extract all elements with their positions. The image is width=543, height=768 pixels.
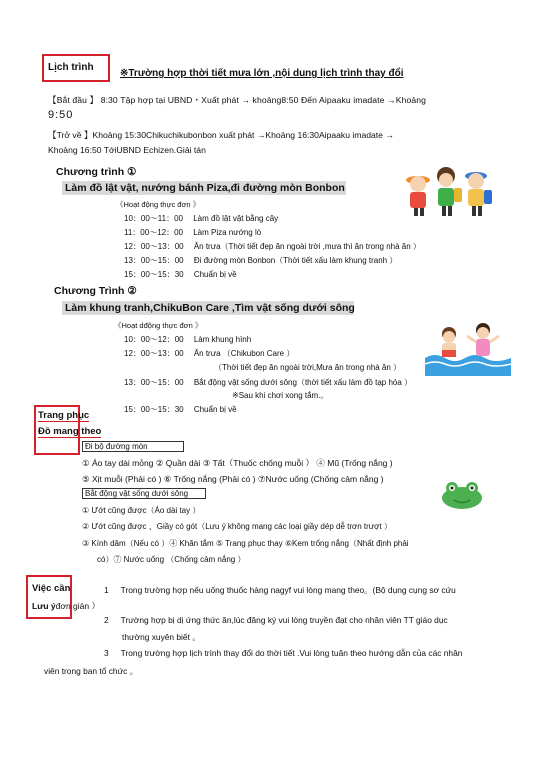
- program2-row: [124, 348, 294, 359]
- row-time: 15：00～15：30: [124, 405, 184, 414]
- page-title: Lịch trình: [48, 62, 94, 73]
- row-time: 12：00～13：00: [124, 242, 184, 251]
- row-text: Ăn trưa （Chikubon Care ）: [193, 349, 295, 358]
- row-text: Chuẩn bị về: [193, 405, 237, 414]
- program2-title: Làm khung tranh,ChikuBon Care ,Tìm vật sống dưới sông: [62, 301, 354, 315]
- program1-row: [124, 227, 261, 238]
- weather-notice: ※Trường hợp thời tiết mưa lớn ,nội dung lịch trình thay đổi: [120, 68, 404, 79]
- row-text: Ăn trưa（Thời tiết đẹp ăn ngoài trời ,mưa thì ăn trong nhà ăn ）: [193, 242, 421, 251]
- row-time: 13：00～15：00: [124, 256, 184, 265]
- note-item-2: [104, 615, 448, 625]
- row-time: 15：00～15：30: [124, 270, 184, 279]
- frog-illustration: [440, 478, 484, 512]
- program1-row: [124, 213, 278, 224]
- program2-label: Chương Trình ②: [54, 285, 137, 297]
- row-text: Bắt động vật sống dưới sông（thời tiết xấu làm đồ tạp hóa ）: [193, 378, 413, 387]
- row-text: Làm khung hình: [193, 335, 252, 344]
- hiking-group-label: Đi bộ đường mòn: [82, 441, 184, 452]
- program1-title: Làm đồ lật vật, nướng bánh Piza,đi đường mòn Bonbon: [62, 181, 346, 195]
- river-items-line: có）⑦ Nước uống （Chống cảm nắng ）: [97, 555, 246, 564]
- program1-row: [124, 269, 237, 280]
- program2-row: [124, 377, 412, 388]
- note-number: 1: [104, 585, 109, 595]
- program1-subheader: 《Hoạt động thực đơn 》: [116, 200, 201, 209]
- note-number: 3: [104, 648, 109, 658]
- clothing-label-1: Trang phục: [38, 410, 90, 421]
- program2-row: [232, 390, 328, 401]
- start-line-1: 【Bắt đầu 】 8:30 Tập hợp tại UBND・Xuất phát → khoảng8:50 Đến Aipaaku imadate →Khoảng: [48, 95, 426, 105]
- kids-swimming-illustration: [425, 318, 511, 376]
- row-time: 13：00～15：00: [124, 378, 184, 387]
- river-items-line: ③ Kính dâm（Nếu có ）④ Khăn tắm ⑤ Trang phục thay ⑥Kem trống nắng（Nhất định phải: [82, 539, 409, 548]
- note-text: Trường hợp bị dị ứng thức ăn,lúc đăng ký vui lòng truyền đạt cho nhân viên TT giáo dục: [120, 615, 448, 625]
- note-item-2-cont: thường xuyên biết 。: [122, 632, 201, 642]
- note-item-1: [104, 584, 456, 596]
- note-text: Trong trường hợp nếu uống thuốc hàng nagyf vui lòng mang theo。(Bộ dụng cụng sơ cứu: [120, 585, 456, 595]
- notes-label-2-suffix: đơn giản ）: [55, 601, 100, 611]
- return-line-1: 【Trở về 】Khoảng 15:30Chikuchikubonbon xuất phát →Khoảng 16:30Aipaaku imadate →: [48, 130, 394, 140]
- program2-subheader: 《Hoạt dđộng thực đơn 》: [114, 321, 203, 330]
- program2-row: [124, 404, 237, 415]
- row-text: （Thời tiết đẹp ăn ngoài trời,Mưa ăn trong nhà ăn ）: [214, 363, 402, 372]
- note-item-3: [104, 648, 462, 658]
- row-time: 12：00～13：00: [124, 349, 184, 358]
- start-line-2: 9:50: [48, 109, 74, 121]
- row-time: 10：00～11：00: [124, 214, 183, 223]
- row-text: ※Sau khi chơi xong tắm.。: [232, 391, 329, 400]
- row-text: Làm Piza nướng lò: [193, 228, 262, 237]
- notes-label-2-text: Lưu ý: [32, 601, 56, 611]
- program2-row: [124, 334, 251, 345]
- row-text: Làm đồ lật vật bằng cây: [193, 214, 279, 223]
- return-line-2: Khoảng 16:50 TớiUBND Echizen.Giải tán: [48, 145, 206, 155]
- row-text: Đi đường mòn Bonbon（Thời tiết xấu làm khung tranh ）: [193, 256, 398, 265]
- notes-label-1: Việc cần: [32, 583, 71, 594]
- program2-row: [214, 362, 401, 373]
- kids-hiking-illustration: [400, 160, 496, 220]
- notes-label-2: [32, 600, 100, 612]
- river-group-label: Bắt động vật sống dưới sông: [82, 488, 206, 499]
- row-time: 10：00～12：00: [124, 335, 184, 344]
- row-text: Chuẩn bị về: [193, 270, 237, 279]
- clothing-label-2: Đồ mang theo: [38, 426, 102, 437]
- hiking-items-line-2: ⑤ Xịt muỗi (Phải có ) ⑥ Trống nắng (Phải có ) ⑦Nước uống (Chống cảm nắng ): [82, 474, 384, 484]
- program1-label: Chương trình ①: [56, 166, 137, 178]
- hiking-items-line-1: ① Áo tay dài mỏng ② Quần dài ③ Tất（Thuốc chống muỗi ） ④ Mũ (Trống nắng ): [82, 458, 393, 468]
- note-number: 2: [104, 615, 109, 625]
- notes-label-box: [26, 575, 72, 619]
- note-item-3-cont: viên trong ban tổ chức 。: [44, 666, 139, 676]
- note-text: Trong trường hợp lịch trình thay đổi do thời tiết .Vui lòng tuân theo hướng dẫn của các nhân: [120, 648, 463, 658]
- row-time: 11：00～12：00: [124, 228, 183, 237]
- program1-row: [124, 241, 421, 252]
- river-items-line: ② Ướt cũng được 、Giầy có gót（Lưu ý không mang các loại giầy dép dễ trơn trượt ）: [82, 522, 392, 531]
- program1-row: [124, 255, 397, 266]
- river-items-line: ① Ướt cũng được（Áo dài tay ）: [82, 506, 201, 515]
